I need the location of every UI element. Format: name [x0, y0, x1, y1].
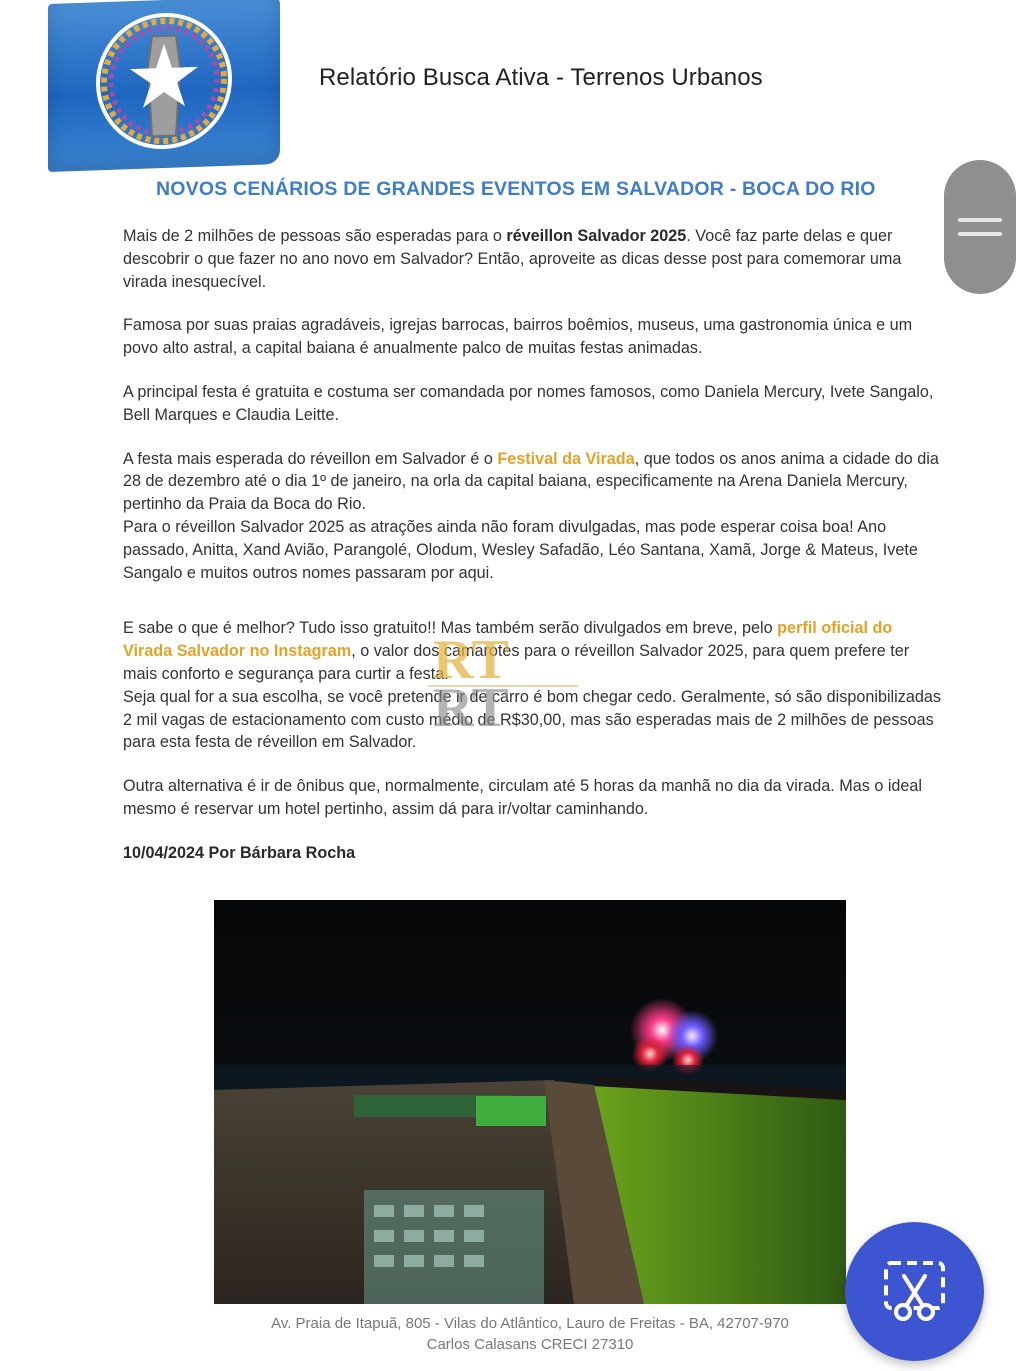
article-heading: NOVOS CENÁRIOS DE GRANDES EVENTOS EM SALVADOR - BOCA DO RIO	[156, 178, 876, 200]
festival-da-virada-link[interactable]: Festival da Virada	[497, 449, 635, 468]
article-body	[123, 225, 943, 865]
watermark-text-top: RT	[433, 630, 509, 691]
p6-text: E sabe o que é melhor? Tudo isso gratuito!! Mas também serão divulgados em breve, pelo	[123, 619, 778, 638]
paragraph-1	[123, 225, 943, 293]
p1-text-after: . Você faz parte delas e quer descobrir o que fazer no ano novo em Salvador? Então, aproveite as dicas desse post para comemorar uma virada inesquecível.	[123, 227, 902, 291]
northern-mariana-islands-flag-icon	[84, 3, 244, 169]
event-photo	[214, 900, 846, 1304]
paragraph-8: Outra alternativa é ir de ônibus que, normalmente, circulam até 5 horas da manhã no dia da virada. Mas o ideal mesmo é reservar um hotel pertinho, assim dá para ir/voltar caminhando.	[123, 777, 923, 818]
menu-lines-icon	[958, 218, 1002, 222]
menu-line	[958, 232, 1002, 236]
paragraph-4	[123, 448, 943, 516]
paragraph-3: A principal festa é gratuita e costuma ser comandada por nomes famosos, como Daniela Mercury, Ivete Sangalo, Bell Marques e Claudia Leitte.	[123, 382, 934, 424]
p1-bold: réveillon Salvador 2025	[506, 227, 687, 245]
paragraph-6	[123, 617, 943, 685]
p6-text-after: , o valor dos camarotes para o réveillon Salvador 2025, para quem prefere ter mais conforto e segurança para curtir a festa.	[123, 642, 910, 683]
paragraph-5: Para o réveillon Salvador 2025 as atrações ainda não foram divulgadas, mas pode esperar coisa boa! Ano passado, Anitta, Xand Avião, Parangolé, Olodum, Wesley Safadão, Léo Santana, Xamã, Jorge & Mateus, Ivete Sangalo e muitos outros nomes passaram por aqui.	[123, 517, 918, 582]
p4-text: A festa mais esperada do réveillon em Salvador é o	[123, 449, 498, 468]
fireworks-photo-illustration	[214, 900, 846, 1304]
report-title: Relatório Busca Ativa - Terrenos Urbanos	[319, 64, 763, 91]
instagram-profile-link[interactable]: perfil oficial do Virada Salvador no Instagram	[123, 619, 893, 661]
screenshot-tool-button[interactable]	[845, 1222, 984, 1361]
paragraph-7: Seja qual for a sua escolha, se você pretende ir de carro é bom chegar cedo. Geralmente, só são disponibilizadas 2 mil vagas de estacionamento com custo médio de R$30,00, mas são esperadas mais de 2 milhões de pessoas para esta festa de réveillon em Salvador.	[123, 687, 941, 752]
screenshot-scissors-icon	[881, 1258, 948, 1325]
p1-text: Mais de 2 milhões de pessoas são esperadas para o	[123, 227, 507, 245]
footer-agent: Carlos Calasans CRECI 27310	[426, 1336, 634, 1353]
paragraph-2: Famosa por suas praias agradáveis, igrejas barrocas, bairros boêmios, museus, uma gastronomia única e um povo alto astral, a capital baiana é anualmente palco de muitas festas animadas.	[123, 316, 913, 358]
p4-text-after: , que todos os anos anima a cidade do dia 28 de dezembro até o dia 1º de janeiro, na orla da capital baiana, especificamente na Arena Daniela Mercury, pertinho da Praia da Boca do Rio.	[123, 449, 939, 514]
byline: 10/04/2024 Por Bárbara Rocha	[123, 843, 356, 862]
watermark-text-bottom: RT	[433, 677, 509, 730]
flag-logo	[48, 0, 280, 172]
footer-address: Av. Praia de Itapuã, 805 - Vilas do Atlântico, Lauro de Freitas - BA, 42707-970	[271, 1315, 789, 1332]
floating-menu-button[interactable]	[944, 160, 1016, 294]
